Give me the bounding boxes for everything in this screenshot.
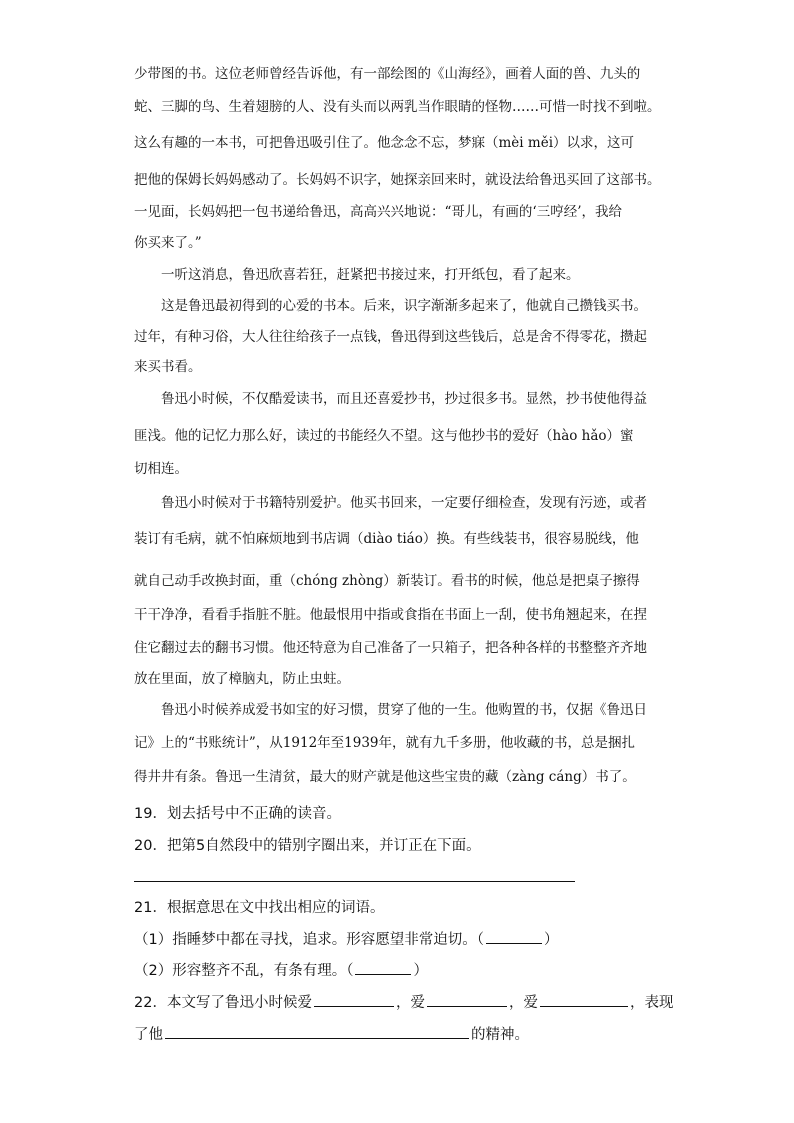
passage-line: 就自己动手改换封面，重（chóng zhòng）新装订。看书的时候，他总是把桌子擦得	[134, 573, 640, 589]
passage-line: 一见面，长妈妈把一包书递给鲁迅，高高兴兴地说：“哥儿，有画的‘三哼经’，我给	[134, 204, 622, 220]
passage-line: 干干净净，看看手指脏不脏。他最恨用中指或食指在书面上一刮，使书角翘起来，在捏	[134, 607, 647, 623]
question-22	[134, 992, 673, 1013]
passage-line: 装订有毛病，就不怕麻烦地到书店调（diào tiáo）换。有些线装书，很容易脱线，他	[134, 531, 639, 547]
passage-line: 鲁迅小时候对于书籍特别爱护。他买书回来，一定要仔细检查，发现有污迹，或者	[161, 495, 647, 511]
answer-blank-21-1[interactable]	[486, 929, 542, 944]
question-22-text-d: ，表现	[629, 995, 674, 1011]
question-20: 20．把第5自然段中的错别字圈出来，并订正在下面。	[134, 838, 481, 854]
answer-line-20[interactable]	[134, 881, 575, 882]
answer-blank-22-3[interactable]	[540, 992, 628, 1007]
passage-line: 这是鲁迅最初得到的心爱的书本。后来，识字渐渐多起来了，他就自己攒钱买书。	[161, 298, 647, 314]
passage-line: 匪浅。他的记忆力那么好，读过的书能经久不望。这与他抄书的爱好（hào hǎo）蜜	[134, 428, 634, 444]
passage-line: 切相连。	[134, 461, 188, 477]
answer-blank-22-1[interactable]	[314, 992, 394, 1007]
passage-line: 过年，有种习俗，大人往往给孩子一点钱，鲁迅得到这些钱后，总是舍不得零花，攒起	[134, 329, 647, 345]
question-21-2	[134, 960, 428, 981]
question-22-text-f: 的精神。	[471, 1027, 529, 1043]
passage-line: 放在里面，放了樟脑丸，防止虫蛀。	[134, 671, 350, 687]
question-22-text-e: 了他	[134, 1027, 163, 1043]
passage-line: 住它翻过去的翻书习惯。他还特意为自己准备了一只箱子，把各种各样的书整整齐齐地	[134, 640, 647, 656]
passage-line: 来买书看。	[134, 359, 202, 375]
passage-line: 鲁迅小时候养成爱书如宝的好习惯，贯穿了他的一生。他购置的书，仅据《鲁迅日	[161, 702, 647, 718]
answer-blank-21-2[interactable]	[355, 960, 411, 975]
answer-blank-22-2[interactable]	[427, 992, 507, 1007]
passage-line: 一听这消息，鲁迅欣喜若狂，赶紧把书接过来，打开纸包，看了起来。	[161, 267, 580, 283]
passage-line: 蛇、三脚的鸟、生着翅膀的人、没有头而以两乳当作眼睛的怪物……可惜一时找不到啦。	[134, 99, 661, 115]
passage-line: 得井井有条。鲁迅一生清贫，最大的财产就是他这些宝贵的藏（zàng cáng）书了。	[134, 769, 636, 785]
passage-line: 鲁迅小时候，不仅酷爱读书，而且还喜爱抄书，抄过很多书。显然，抄书使他得益	[161, 391, 647, 407]
question-22-text-b: ，爱	[395, 995, 425, 1011]
close-paren: ）	[413, 963, 428, 979]
question-19: 19．划去括号中不正确的读音。	[134, 806, 341, 822]
question-22-text-a: 22．本文写了鲁迅小时候爱	[134, 995, 312, 1011]
question-21-1	[134, 929, 558, 950]
question-21-1-text: （1）指睡梦中都在寻找，追求。形容愿望非常迫切。（	[134, 932, 484, 948]
question-21: 21．根据意思在文中找出相应的词语。	[134, 900, 385, 916]
passage-line: 少带图的书。这位老师曾经告诉他，有一部绘图的《山海经》，画着人面的兽、九头的	[134, 66, 641, 82]
passage-line: 把他的保姆长妈妈感动了。长妈妈不识字，她探亲回来时，就设法给鲁迅买回了这部书。	[134, 172, 661, 188]
question-22-cont	[134, 1024, 529, 1045]
passage-line: 记》上的“书账统计”，从1912年至1939年，就有九千多册，他收藏的书，总是捆扎	[134, 735, 636, 751]
question-22-text-c: ，爱	[508, 995, 538, 1011]
answer-blank-22-4[interactable]	[165, 1024, 469, 1039]
close-paren: ）	[543, 932, 559, 948]
question-21-2-text: （2）形容整齐不乱，有条有理。（	[134, 963, 354, 979]
passage-line: 你买来了。”	[134, 235, 202, 251]
passage-line: 这么有趣的一本书，可把鲁迅吸引住了。他念念不忘，梦寐（mèi měi）以求，这可	[134, 135, 635, 151]
